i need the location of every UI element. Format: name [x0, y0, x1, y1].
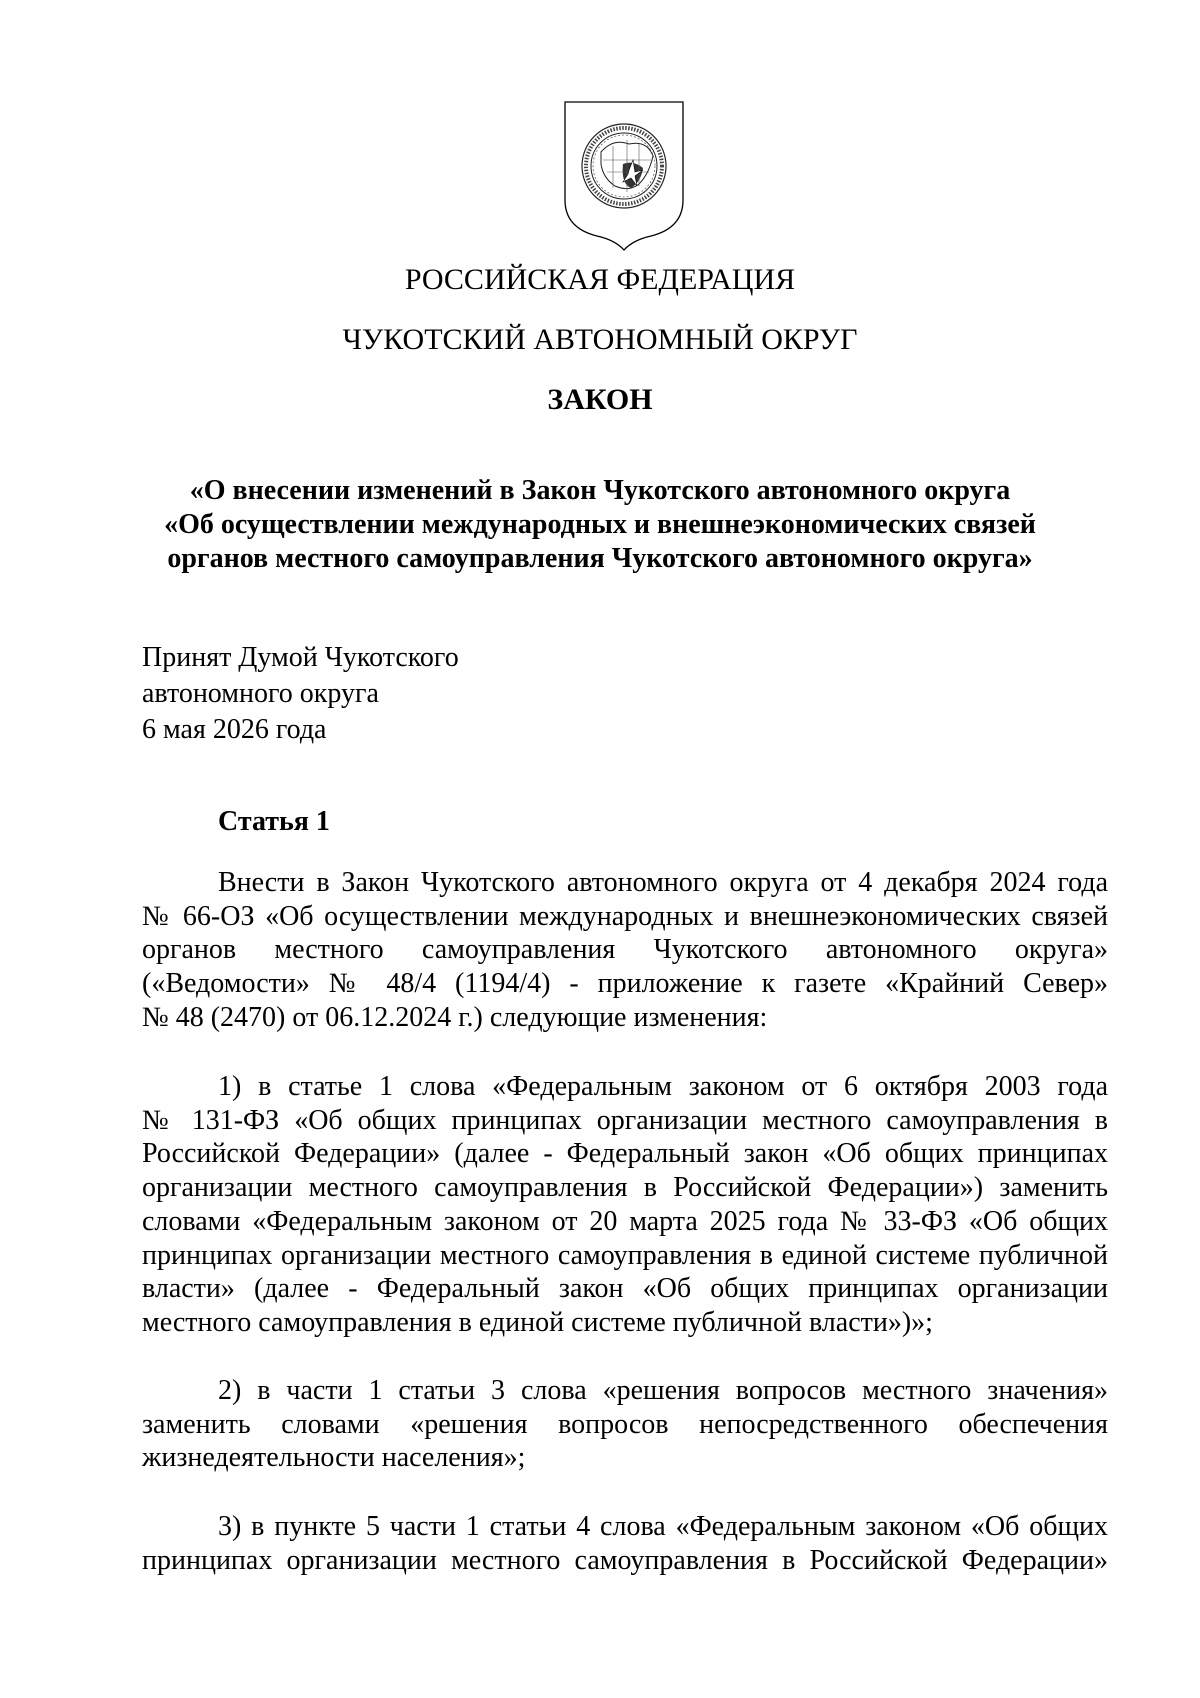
- paragraph-line: № 66-ОЗ «Об осуществлении международных и внешнеэкономических связей: [142, 900, 1108, 932]
- coat-of-arms-icon: [563, 100, 685, 252]
- adoption-line: Принят Думой Чукотского: [142, 642, 459, 673]
- paragraph-line: органов местного самоуправления Чукотского автономного округа»: [142, 934, 1108, 966]
- paragraph-intro: [142, 866, 1108, 1035]
- adoption-line: автономного округа: [142, 678, 379, 709]
- region-heading: ЧУКОТСКИЙ АВТОНОМНЫЙ ОКРУГ: [342, 323, 858, 356]
- paragraph-item-3: [142, 1510, 1108, 1577]
- paragraph-line: Внести в Закон Чукотского автономного округа от 4 декабря 2024 года: [218, 867, 1108, 898]
- law-title-line: органов местного самоуправления Чукотского автономного округа»: [167, 543, 1033, 574]
- paragraph-line: 1) в статье 1 слова «Федеральным законом от 6 октября 2003 года: [218, 1071, 1108, 1102]
- doc-type-heading: ЗАКОН: [547, 383, 653, 416]
- paragraph-line: жизнедеятельности населения»;: [142, 1442, 526, 1474]
- law-title-line: «О внесении изменений в Закон Чукотского автономного округа: [189, 475, 1011, 506]
- paragraph-item-1: [142, 1070, 1108, 1340]
- law-title-line: «Об осуществлении международных и внешнеэкономических связей: [164, 509, 1036, 540]
- law-title: [150, 474, 1050, 576]
- paragraph-line: принципах организации местного самоуправления в Российской Федерации»: [142, 1544, 1108, 1576]
- country-heading: РОССИЙСКАЯ ФЕДЕРАЦИЯ: [404, 263, 796, 296]
- paragraph-line: принципах организации местного самоуправления в единой системе публичной: [142, 1239, 1108, 1271]
- paragraph-line: местного самоуправления в единой системе публичной власти»)»;: [142, 1306, 933, 1338]
- paragraph-line: № 48 (2470) от 06.12.2024 г.) следующие изменения:: [142, 1001, 768, 1033]
- paragraph-line: Российской Федерации» (далее - Федеральный закон «Об общих принципах: [142, 1138, 1108, 1170]
- paragraph-line: организации местного самоуправления в Российской Федерации») заменить: [142, 1172, 1108, 1204]
- paragraph-item-2: [142, 1374, 1108, 1475]
- paragraph-line: словами «Федеральным законом от 20 марта 2025 года № 33-ФЗ «Об общих: [142, 1205, 1108, 1237]
- paragraph-line: заменить словами «решения вопросов непосредственного обеспечения: [142, 1408, 1108, 1440]
- article-title: Статья 1: [218, 806, 330, 837]
- paragraph-line: 2) в части 1 статьи 3 слова «решения вопросов местного значения»: [218, 1375, 1108, 1406]
- paragraph-line: власти» (далее - Федеральный закон «Об общих принципах организации: [142, 1273, 1108, 1305]
- paragraph-line: № 131-ФЗ «Об общих принципах организации местного самоуправления в: [142, 1104, 1108, 1136]
- paragraph-line: 3) в пункте 5 части 1 статьи 4 слова «Федеральным законом «Об общих: [218, 1511, 1108, 1542]
- paragraph-line: («Ведомости» № 48/4 (1194/4) - приложение к газете «Крайний Север»: [142, 968, 1108, 1000]
- adoption-line: 6 мая 2026 года: [142, 714, 327, 745]
- adoption-info: [142, 640, 459, 748]
